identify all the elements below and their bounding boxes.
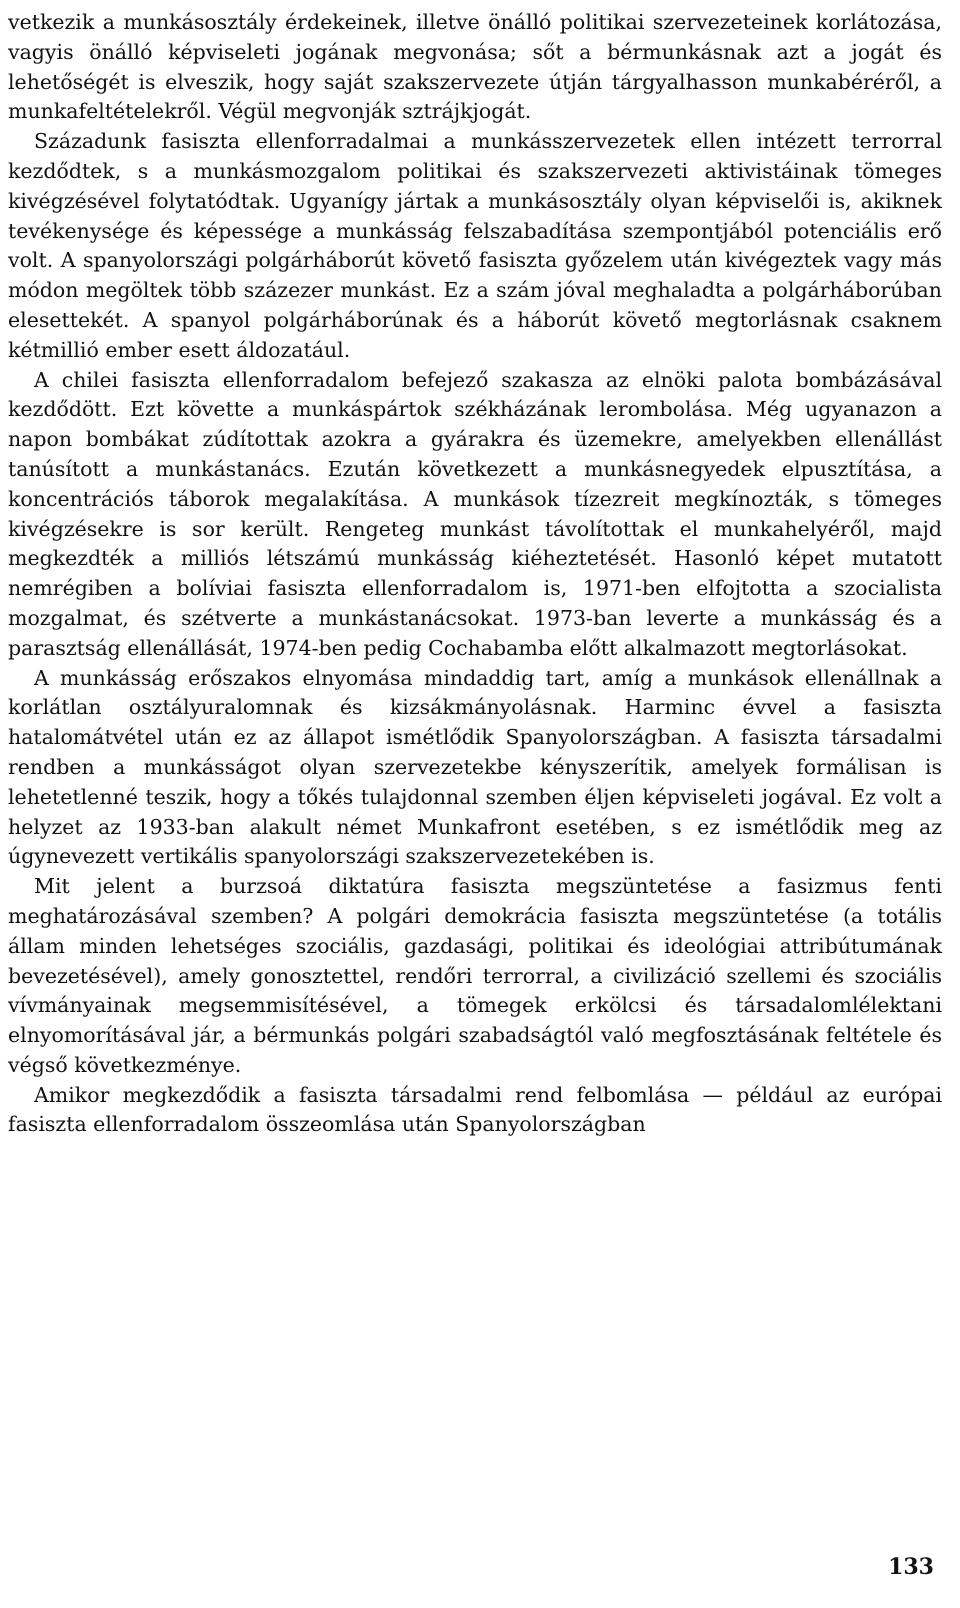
paragraph-continuation: vetkezik a munkásosztály érdekeinek, illetve önálló politikai szervezeteinek korlátozása, vagyis önálló képviseleti jogának megvonása; sőt a bérmunkásnak azt a jogát és lehetőségét is elveszik, hogy saját szakszervezete útján tárgyalhasson munkabéréről, a munkafeltételekről. Végül megvonják sztrájkjogát. [8,10,942,124]
paragraph-dissolution: Amikor megkezdődik a fasiszta társadalmi rend felbomlása — például az európai fasiszta ellenforradalom összeomlása után Spanyolországban [8,1082,942,1137]
page-number: 133 [888,1554,934,1580]
paragraph-bourgeois-dictatorship: Mit jelent a burzsoá diktatúra fasiszta megszüntetése a fasizmus fenti meghatározásával szemben? A polgári demokrácia fasiszta megszüntetése (a totális állam minden lehetséges szociális, gazdasági, politikai és ideológiai attribútumának bevezetésével), amely gonosztettel, rendőri terrorral, a civilizáció szellemi és szociális vívmányainak megsemmisítésével, a tömegek erkölcsi és társadalomlélektani elnyomorításával jár, a bérmunkás polgári szabadságtól való megfosztásának feltétele és végső következménye. [8,874,942,1077]
paragraph-oppression: A munkásság erőszakos elnyomása mindaddig tart, amíg a munkások ellenállnak a korlátlan osztályuralomnak és kizsákmányolásnak. Harminc évvel a fasiszta hatalomátvétel után ez az állapot ismétlődik Spanyolországban. A fasiszta társadalmi rendben a munkásságot olyan szervezetekbe kényszerítik, amelyek formálisan is lehetetlenné teszik, hogy a tőkés tulajdonnal szemben éljen képviseleti jogával. Ez volt a helyzet az 1933-ban alakult német Munkafront esetében, s ez ismétlődik meg az úgynevezett vertikális spanyolországi szakszervezetekében is. [8,665,942,869]
paragraph-fascist-counterrevolutions: Századunk fasiszta ellenforradalmai a munkásszervezetek ellen intézett terrorral kezdődtek, s a munkásmozgalom politikai és szakszervezeti aktivistáinak tömeges kivégzésével folytatódtak. Ugyanígy jártak a munkásosztály olyan képviselői is, akiknek tevékenysége és képessége a munkásság felszabadítása szempontjából potenciális erő volt. A spanyolországi polgárháborút követő fasiszta győzelem után kivégeztek vagy más módon megöltek több százezer munkást. Ez a szám jóval meghaladta a polgárháborúban elesettekét. A spanyol polgárháborúnak és a háborút követő megtorlásnak csaknem kétmillió ember esett áldozatául. [8,129,942,362]
paragraph-chile: A chilei fasiszta ellenforradalom befejező szakasza az elnöki palota bombázásával kezdődött. Ezt követte a munkáspártok székházának lerombolása. Még ugyanazon a napon bombákat zúdítottak azokra a gyárakra és üzemekre, amelyekben ellenállást tanúsított a munkástanács. Ezután következett a munkásnegyedek elpusztítása, a koncentrációs táborok megalakítása. A munkások tízezreit megkínozták, s tömeges kivégzésekre is sor került. Rengeteg munkást távolítottak el munkahelyéről, majd megkezdték a milliós létszámú munkásság kiéheztetését. Hasonló képet mutatott nemrégiben a bolíviai fasiszta ellenforradalom is, 1971-ben elfojtotta a szocialista mozgalmat, és szétverte a munkástanácsokat. 1973-ban leverte a munkásság és a parasztság ellenállását, 1974-ben pedig Cochabamba előtt alkalmazott megtorlásokat. [8,367,942,660]
